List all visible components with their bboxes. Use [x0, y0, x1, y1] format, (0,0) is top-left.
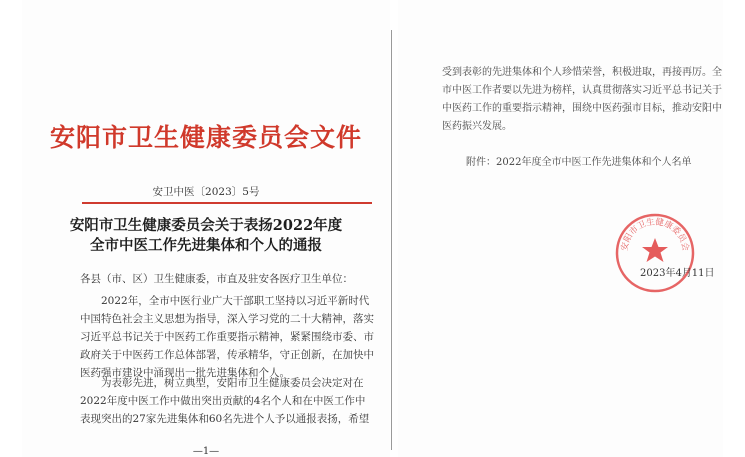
- attachment-line: 附件：2022年度全市中医工作先进集体和个人名单: [466, 157, 692, 168]
- notice-title: [22, 216, 390, 256]
- body-line: 医药强市建设中涌现出一批先进集体和个人。: [80, 367, 290, 379]
- red-divider-line: [82, 202, 372, 204]
- notice-title-line: 全市中医工作先进集体和个人的通报: [90, 237, 322, 254]
- body-line: 中医药工作的重要指示精神，围绕中医药强市目标，推动安阳中: [442, 103, 722, 114]
- page-number: —1—: [192, 446, 220, 457]
- document-header-title: 安阳市卫生健康委员会文件: [49, 123, 362, 152]
- body-line: 2022年度中医工作中做出突出贡献的4名个人和在中医工作中: [80, 395, 366, 407]
- official-seal-stamp: [614, 212, 696, 294]
- body-line: 为表彰先进，树立典型，安阳市卫生健康委员会决定对在: [80, 377, 364, 389]
- seal-text: 安阳市卫生健康委员会: [619, 217, 691, 252]
- body-paragraph-2: [80, 374, 370, 428]
- body-paragraph-1: [80, 292, 374, 382]
- body-line: 政府关于中医药工作总体部署，传承精华，守正创新，在加快中: [80, 349, 374, 361]
- body-line: 习近平总书记关于中医药工作重要指示精神，紧紧围绕市委、市: [80, 331, 374, 343]
- issue-date: 2023年4月11日: [640, 268, 715, 279]
- body-line: 中国特色社会主义思想为指导，深入学习党的二十大精神，落实: [80, 313, 374, 325]
- document-number: 安卫中医〔2023〕5号: [152, 186, 260, 198]
- body-line: 受到表彰的先进集体和个人珍惜荣誉，积极进取，再接再厉。全: [442, 67, 722, 78]
- body-line: 2022年，全市中医行业广大干部职工坚持以习近平新时代: [80, 295, 370, 307]
- page-gutter: [391, 30, 392, 450]
- body-line: 市中医工作者要以先进为榜样，认真贯彻落实习近平总书记关于: [442, 85, 722, 96]
- seal-star-icon: [642, 238, 668, 262]
- salutation: [80, 270, 370, 288]
- body-line: 表现突出的27家先进集体和60名先进个人予以通报表扬，希望: [80, 413, 370, 425]
- right-paragraph: [442, 64, 722, 136]
- body-line: 医药振兴发展。: [442, 121, 512, 132]
- salutation-text: 各县（市、区）卫生健康委，市直及驻安各医疗卫生单位：: [80, 273, 353, 285]
- notice-title-line: 安阳市卫生健康委员会关于表扬2022年度: [69, 217, 343, 234]
